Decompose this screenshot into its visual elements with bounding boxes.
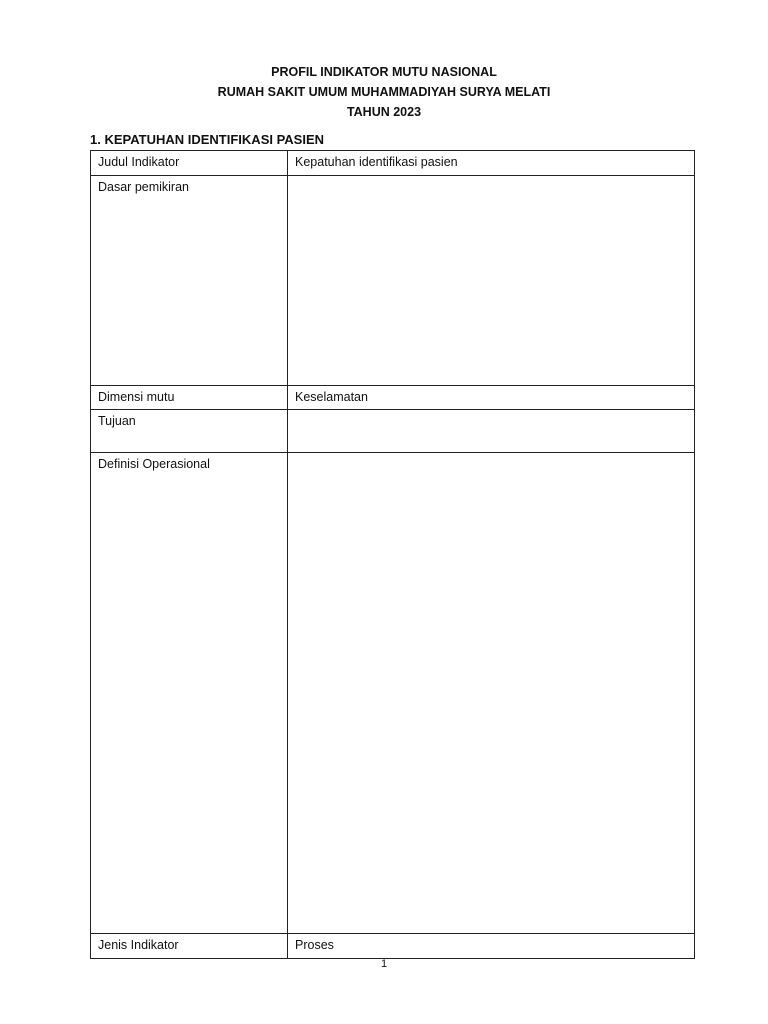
document-title [0, 62, 768, 122]
table-row [91, 151, 695, 176]
row-label: Definisi Operasional [91, 453, 288, 934]
row-label: Dasar pemikiran [91, 175, 288, 385]
table-row [91, 175, 695, 385]
row-value [288, 453, 695, 934]
row-label: Dimensi mutu [91, 385, 288, 410]
row-label: Judul Indikator [91, 151, 288, 176]
table-row [91, 934, 695, 959]
row-label: Jenis Indikator [91, 934, 288, 959]
row-value [288, 175, 695, 385]
section-title: 1. KEPATUHAN IDENTIFIKASI PASIEN [90, 132, 325, 147]
row-value: Keselamatan [288, 385, 695, 410]
table-row [91, 410, 695, 453]
row-label: Tujuan [91, 410, 288, 453]
page-number: 1 [380, 958, 388, 970]
row-value [288, 410, 695, 453]
title-line-3: TAHUN 2023 [346, 105, 422, 119]
title-line-2: RUMAH SAKIT UMUM MUHAMMADIYAH SURYA MELATI [217, 85, 551, 99]
indicator-table [90, 150, 695, 959]
table-row [91, 385, 695, 410]
row-value: Proses [288, 934, 695, 959]
title-line-1: PROFIL INDIKATOR MUTU NASIONAL [271, 65, 497, 79]
table-row [91, 453, 695, 934]
row-value: Kepatuhan identifikasi pasien [288, 151, 695, 176]
